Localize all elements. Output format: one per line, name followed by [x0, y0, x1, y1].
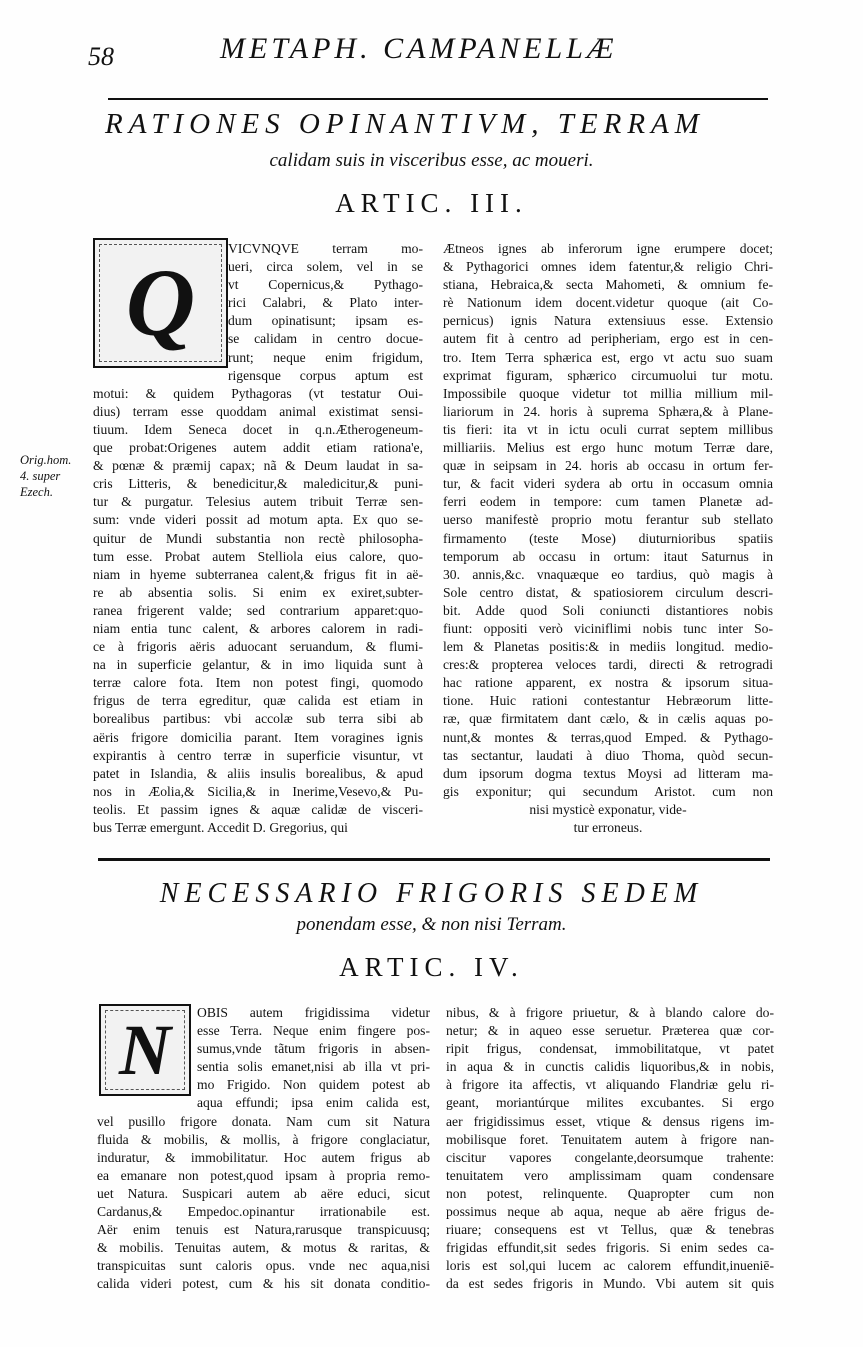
text-line: loris est sol,qui lucem ac calorem effundit,inueniē- — [446, 1258, 774, 1274]
text-line: OBIS autem frigidissima videtur — [197, 1005, 430, 1020]
text-line: VICVNQVE terram mo- — [228, 241, 423, 256]
text-line: tiuum. Idem Seneca docet in q.n.Ætherogeneum- — [93, 421, 423, 437]
text-line: transpicuitas sunt caloris opus. vnde nec aqua,nisi — [97, 1258, 430, 1274]
text-line: induratur, & immobilitatur. Hoc autem frigus ab — [97, 1149, 430, 1165]
text-line: uerso manifestè proprio motu ferantur sub stellato — [443, 512, 773, 528]
text-line: rigensque corpus aptum est — [228, 367, 423, 383]
text-line: rè Nationum idem docent.videtur quoque (ait Co- — [443, 295, 773, 311]
text-line: tis fieri: ita vt in ictu oculi currat septem millibus — [443, 421, 773, 437]
text-line: runt; neque enim frigidum, — [228, 349, 423, 365]
page-number: 58 — [88, 42, 114, 71]
text-line: tro. Item Terra sphærica est, ergo vt actu suo suam — [443, 349, 773, 365]
text-line: in aqua & in cunctis calidis liquoribus,& in nobis, — [446, 1059, 774, 1075]
text-line: tum esse. Probat autem Stelliola eius calore, quo- — [93, 548, 423, 564]
text-line: ræ, quæ firmitatem dant cælo, & in cælis aquas po- — [443, 711, 773, 727]
article4-right-column — [446, 1004, 774, 1294]
text-line: quitur de Mundi substantia non rectè philosopha- — [93, 530, 423, 546]
article3-title-line2: calidam suis in visceribus esse, ac moueri. — [269, 150, 594, 171]
text-line: na in superficie gelantur, & in imo liquida sunt à — [93, 657, 423, 673]
text-line: uet Natura. Suspicari autem ab aëre educi, sicut — [97, 1185, 430, 1201]
article4-left-column — [97, 1004, 430, 1294]
text-line: ciscitur vapores congelante,deorsumque trahente: — [446, 1149, 774, 1165]
text-line: cris Litteris, & benedicitur,& maledicitur,& puni- — [93, 476, 423, 492]
text-line: teolis. Et passim ignes & aquæ calidæ de visceri- — [93, 801, 423, 817]
text-line: sumus,vnde tãtum frigoris in absen- — [197, 1041, 430, 1057]
text-line: da est sedes frigoris in Mundo. Vbi autem sit quis — [446, 1276, 774, 1292]
text-line: liariorum in 24. horis à suprema Sphæra,& à Plane- — [443, 403, 773, 419]
text-line: nunt,& montes & terras,quod Emped. & Pythago- — [443, 729, 773, 745]
text-line: firmamento (teste Mose) diuturnioribus spatiis — [443, 530, 773, 546]
text-line: autem fit à centro ad peripheriam, ergo est in cen- — [443, 331, 773, 347]
text-line: dius) terram esse quoddam animal existimat sensi- — [93, 403, 423, 419]
text-line: nisi mysticè exponatur, vide- — [529, 801, 687, 817]
text-line: tione. Huic rationi contestantur Hebræorum litte- — [443, 693, 773, 709]
text-line: tur, & facit videri sydera ab ortu in occasum omnia — [443, 476, 773, 492]
drop-cap-n: N — [99, 1004, 191, 1096]
drop-cap-q: Q — [93, 238, 228, 368]
margin-note-line: Orig.hom. — [20, 453, 72, 467]
text-line: tur erroneus. — [573, 820, 643, 835]
text-line: niam in hyeme subterranea calent,& frigus fit in aë- — [93, 566, 423, 582]
margin-note — [20, 452, 80, 500]
text-line: gis exponitur; qui secundum Aristot. cum non — [443, 783, 773, 799]
text-line: netur; & in aqueo esse seruetur. Præterea quæ cor- — [446, 1023, 774, 1039]
text-line: lem & Planetas positis:& in mediis longitud. medio- — [443, 639, 773, 655]
text-line: patet in Islandia, & aliis insulis borealibus, & apud — [93, 765, 423, 781]
text-line: tenuitatem vero amplissimam quam condensare — [446, 1167, 774, 1183]
text-line: esse Terra. Neque enim fingere pos- — [197, 1023, 430, 1039]
text-line: tas sectantur, laudati à diuo Thoma, quòd secun- — [443, 747, 773, 763]
text-line: milliariis. Melius est ergo hunc motum Terræ dare, — [443, 440, 773, 456]
text-line: hac ratione apparent, ex nostra & ipsorum situa- — [443, 675, 773, 691]
text-line: à frigore ita affectis, vt aliquando Flandriæ gelu ri- — [446, 1077, 774, 1093]
text-line: terræ calore fota. Item non potest fingi, quomodo — [93, 675, 423, 691]
text-line: ea emanare non potest,quod ipsam à propria remo- — [97, 1167, 430, 1183]
text-line: temporum ab occasu in ortum: itaut Saturnus in — [443, 548, 773, 564]
text-line: & Pythagorici omnes idem fatentur,& religio Chri- — [443, 259, 773, 275]
text-line: Ætneos ignes ab inferorum igne erumpere docet; — [443, 241, 773, 256]
text-line: ferri eodem in tempore: cum tamen Planetæ ad- — [443, 494, 773, 510]
text-line: motui: & quidem Pythagoras (vt testatur Oui- — [93, 385, 423, 401]
text-line: vel pusillo frigore donata. Nam cum sit Natura — [97, 1113, 430, 1129]
text-line: Aër enim tenuis est Natura,rarusque transpicuusq; — [97, 1222, 430, 1238]
article4-title-line1: NECESSARIO FRIGORIS SEDEM — [159, 878, 704, 909]
text-line: rici Calabri, & Plato inter- — [228, 295, 423, 311]
text-line: re ab absentia solis. Si enim ex exiret,subter- — [93, 584, 423, 600]
text-line: exprimat figuram, sphærico circumuolui tur motu. — [443, 367, 773, 383]
text-line: fluida & mobilis, & mollis, à frigore conglaciatur, — [97, 1131, 430, 1147]
text-line: ce à frigoris aëris aduocant seruandum, & flumi- — [93, 639, 423, 655]
text-line: se calidam in centro docue- — [228, 331, 423, 347]
section-divider — [98, 858, 770, 861]
article4-title-line2: ponendam esse, & non nisi Terram. — [296, 914, 567, 935]
article3-label: ARTIC. III. — [335, 188, 528, 218]
header-rule — [108, 98, 768, 100]
text-line: stiana, Hebraica,& secta Mahometi, & omnium fe- — [443, 277, 773, 293]
article3-left-column — [93, 240, 423, 837]
text-line: mo Frigido. Non quidem potest ab — [197, 1077, 430, 1093]
text-line: mobilisque foret. Tenuitatem autem à frigore nan- — [446, 1131, 774, 1147]
text-line: cres:& propterea veloces tardi, directi & retrogradi — [443, 657, 773, 673]
text-line: nibus, & à frigore priuetur, & à blando calore do- — [446, 1005, 774, 1020]
text-line: geant, moriantúrque milites excubantes. Si ergo — [446, 1095, 774, 1111]
text-line: & mobilis. Tenuitas autem, & motus & raritas, & — [97, 1240, 430, 1256]
text-line: bit. Adde quod Soli coniuncti distantiores nobis — [443, 602, 773, 618]
text-line: fiunt: oppositi verò viciniflimi nobis tunc inter So- — [443, 620, 773, 636]
margin-note-line: 4. super — [20, 469, 61, 483]
text-line: sum: vnde videri possit ad motum apta. Ex quo se- — [93, 512, 423, 528]
text-line: & pœnæ & præmij capax; nã & Deum laudat in sa- — [93, 458, 423, 474]
text-line: Cardanus,& Empedoc.opinantur irrationabile est. — [97, 1204, 430, 1220]
text-line: sentia solis emanet,nisi ab illa vt pri- — [197, 1059, 430, 1075]
text-line: 30. annis,&c. vnaquæque eo tardius, quò magis à — [443, 566, 773, 582]
text-line: dum opinatisunt; ipsam es- — [228, 313, 423, 329]
article3-title-line1: RATIONES OPINANTIVM, TERRAM — [105, 108, 705, 140]
text-line: Impossibile quoque videtur tot millia millium mil- — [443, 385, 773, 401]
article4-label: ARTIC. IV. — [339, 952, 524, 982]
text-line: ueri, circa solem, vel in se — [228, 259, 423, 275]
text-line: possimus neque ab aqua, neque ab aëre frigus de- — [446, 1204, 774, 1220]
text-line: aëris frigore domicilia parant. Item voragines ignis — [93, 729, 423, 745]
text-line: borealibus partibus: vbi accolæ sub terra sibi ab — [93, 711, 423, 727]
text-line: ranea frigerent valde; sed contrarium apparet:quo- — [93, 602, 423, 618]
text-line: Sole centro distat, & spatiosiorem circulum descri- — [443, 584, 773, 600]
text-line: niam entia tunc calent, & arbores calorem in radi- — [93, 620, 423, 636]
text-line: riuare; consequens est vt Tellus, quæ & tenebras — [446, 1222, 774, 1238]
text-line: que probat:Origenes autem addit etiam rationa'e, — [93, 440, 423, 456]
text-line: aqua effundi; ipsa enim calida est, — [197, 1095, 430, 1111]
text-line: expirantis à centro terræ in superficie visuntur, vt — [93, 747, 423, 763]
text-line: pernicus) ignis Natura extensiuus esse. Extensio — [443, 313, 773, 329]
text-line: frigus de terra egreditur, quæ calida est etiam in — [93, 693, 423, 709]
text-line: calida videri potest, cum & his sit donata conditio- — [97, 1276, 430, 1292]
text-line: aer frigidissimus esset, vtique & densus rigens im- — [446, 1113, 774, 1129]
article3-right-column — [443, 240, 773, 837]
text-line: quæ in seipsam in 24. horis ab occasu in ortum fer- — [443, 458, 773, 474]
text-line: dum ipsorum dogma textus Moysi ad litteram ma- — [443, 765, 773, 781]
text-line: tur & purgatur. Telesius autem tribuit Terræ sen- — [93, 494, 423, 510]
text-line: nos in Æolia,& Sicilia,& in Inerime,Vesevo,& Pu- — [93, 783, 423, 799]
text-line: non potest, relinquente. Quapropter cum non — [446, 1185, 774, 1201]
text-line: bus Terræ emergunt. Accedit D. Gregorius, qui — [93, 820, 348, 835]
running-title: METAPH. CAMPANELLÆ — [220, 32, 618, 65]
margin-note-line: Ezech. — [20, 485, 53, 499]
text-line: frigidas effundit,sit sedes frigoris. Si enim sedes ca- — [446, 1240, 774, 1256]
text-line: ripit frigus, condensat, immobilitatque, vt patet — [446, 1041, 774, 1057]
text-line: vt Copernicus,& Pythago- — [228, 277, 423, 293]
